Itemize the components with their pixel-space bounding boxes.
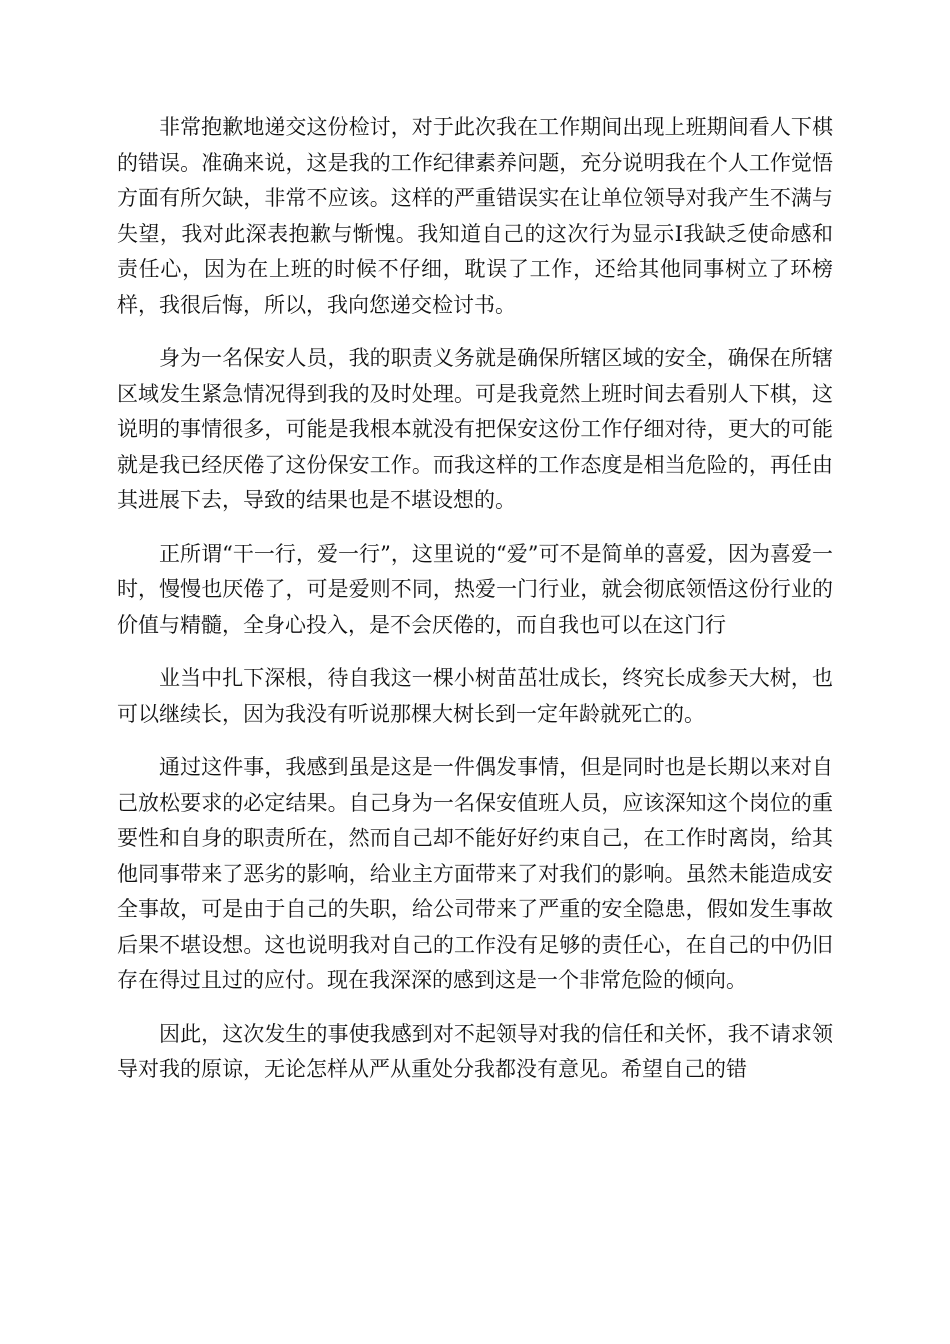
paragraph-2: 身为一名保安人员，我的职责义务就是确保所辖区域的安全，确保在所辖区域发生紧急情况得到我的及时处理。可是我竟然上班时间去看别人下棋，这说明的事情很多，可能是我根本就没有把保安这份工作仔细对待，更大的可能就是我已经厌倦了这份保安工作。而我这样的工作态度是相当危险的，再任由其进展下去，导致的结果也是不堪设想的。 (117, 346, 833, 512)
paragraph-1: 非常抱歉地递交这份检讨，对于此次我在工作期间出现上班期间看人下棋的错误。准确来说，这是我的工作纪律素养问题，充分说明我在个人工作觉悟方面有所欠缺，非常不应该。这样的严重错误实在让单位领导对我产生不满与失望，我对此深表抱歉与惭愧。我知道自己的这次行为显示I我缺乏使命感和责任心，因为在上班的时候不仔细，耽误了工作，还给其他同事树立了环榜样，我很后悔，所以，我向您递交检讨书。 (117, 115, 833, 317)
paragraph-6: 因此，这次发生的事使我感到对不起领导对我的信任和关怀，我不请求领导对我的原谅，无论怎样从严从重处分我都没有意见。希望自己的错 (117, 1021, 833, 1081)
document-body (117, 110, 833, 1106)
paragraph-3: 正所谓“干一行，爱一行”，这里说的“爱”可不是简单的喜爱，因为喜爱一时，慢慢也厌倦了，可是爱则不同，热爱一门行业，就会彻底领悟这份行业的价值与精髓，全身心投入，是不会厌倦的，而自我也可以在这门行 (117, 541, 833, 637)
paragraph-5: 通过这件事，我感到虽是这是一件偶发事情，但是同时也是长期以来对自己放松要求的必定结果。自己身为一名保安值班人员，应该深知这个岗位的重要性和自身的职责所在，然而自己却不能好好约束自己，在工作时离岗，给其他同事带来了恶劣的影响，给业主方面带来了对我们的影响。虽然未能造成安全事故，可是由于自己的失职，给公司带来了严重的安全隐患，假如发生事故后果不堪设想。这也说明我对自己的工作没有足够的责任心，在自己的中仍旧存在得过且过的应付。现在我深深的感到这是一个非常危险的倾向。 (117, 755, 833, 992)
paragraph-4: 业当中扎下深根，待自我这一棵小树苗茁壮成长，终究长成参天大树，也可以继续长，因为我没有听说那棵大树长到一定年龄就死亡的。 (117, 666, 833, 726)
